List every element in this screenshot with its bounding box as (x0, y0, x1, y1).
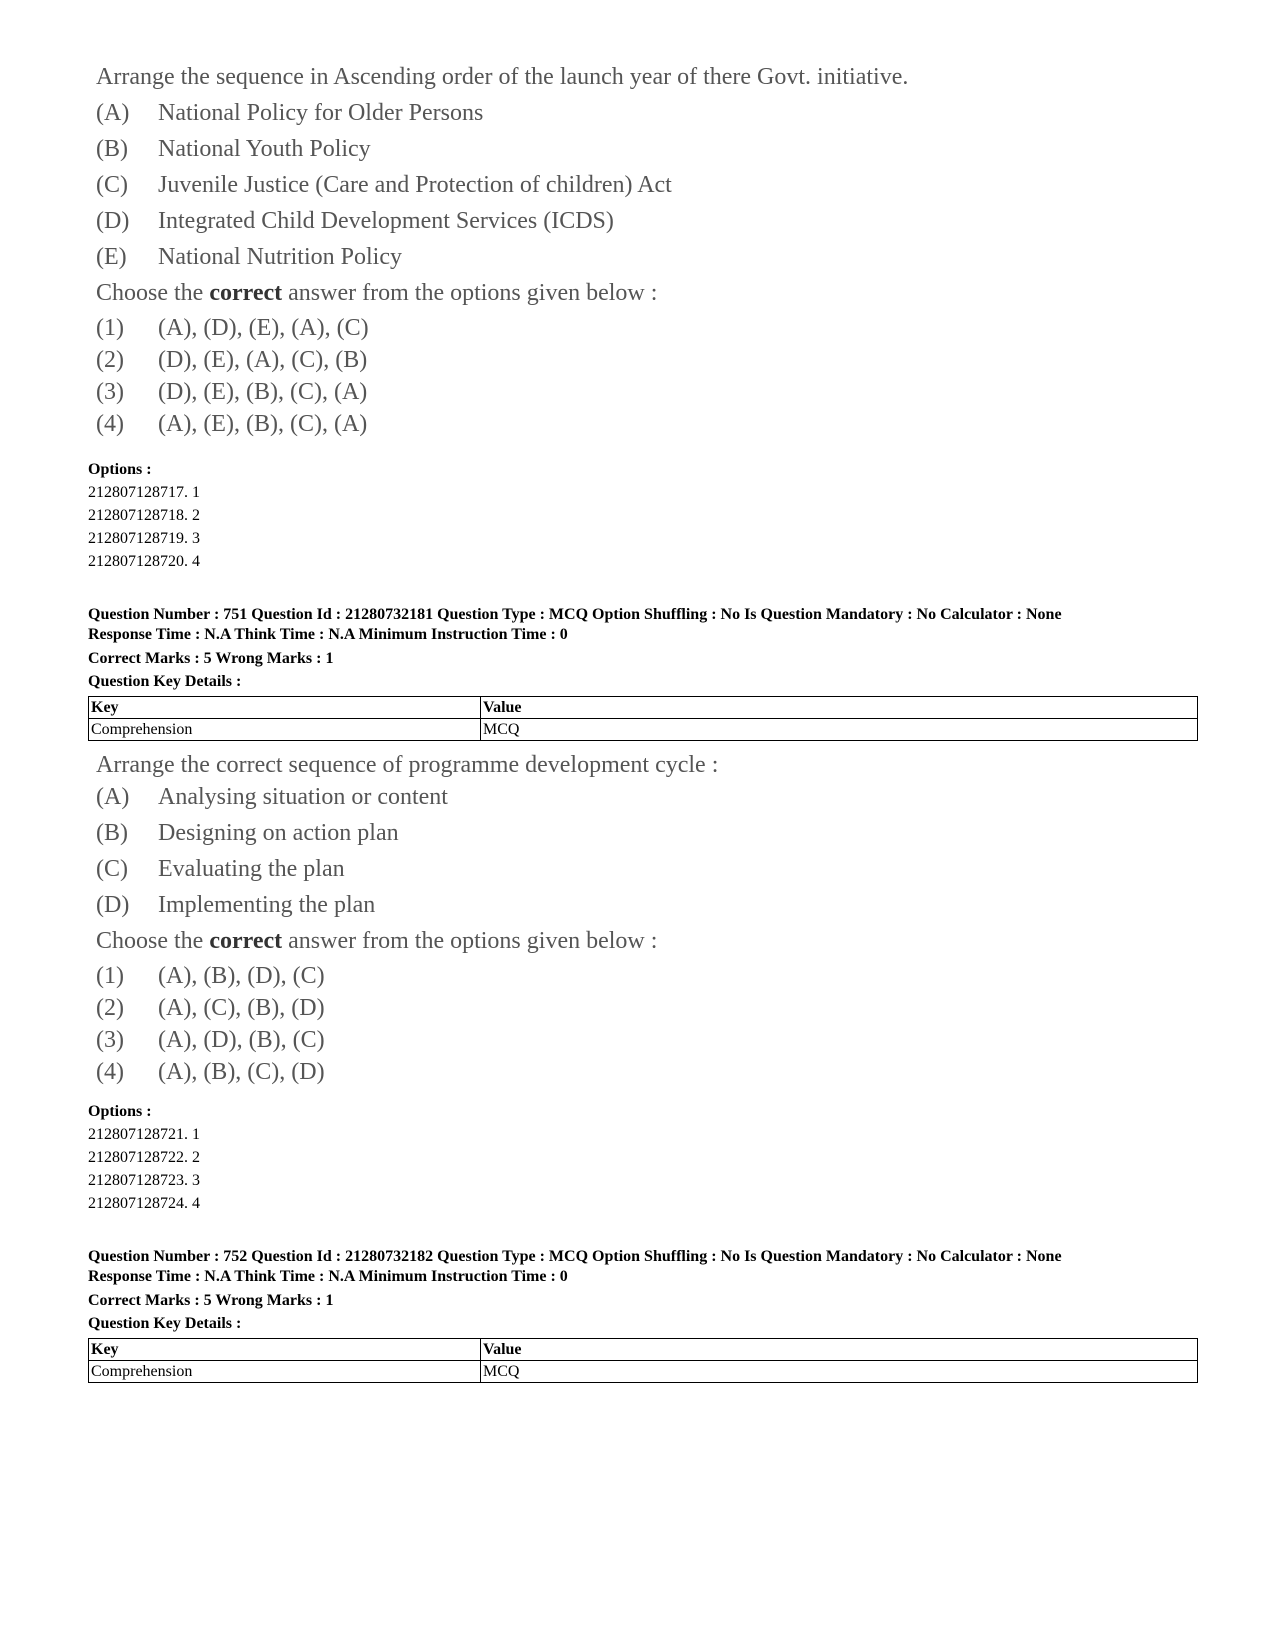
answer-choice (96, 344, 908, 376)
answer-label: (4) (96, 1059, 124, 1085)
answer-text: (A), (B), (C), (D) (158, 1059, 325, 1085)
answer-label: (4) (96, 411, 124, 437)
option-item: 212807128719. 3 (88, 530, 200, 547)
key-header: Key (89, 697, 481, 719)
question-751-header (88, 605, 1188, 693)
answer-label: (3) (96, 1027, 124, 1053)
item-text: Juvenile Justice (Care and Protection of children) Act (158, 172, 672, 198)
option-item: 212807128717. 1 (88, 484, 200, 501)
table-header-row (89, 697, 1198, 719)
option-item: 212807128718. 2 (88, 507, 200, 524)
question-header-line: Response Time : N.A Think Time : N.A Minimum Instruction Time : 0 (88, 1268, 568, 1285)
choose-instruction: Choose the correct answer from the options given below : (96, 280, 658, 306)
answer-label: (1) (96, 315, 124, 341)
statement-item (96, 852, 718, 888)
question-751-options (88, 1100, 1188, 1215)
question-750-image (96, 60, 908, 440)
key-details-heading: Question Key Details : (88, 673, 242, 690)
table-row (89, 1361, 1198, 1383)
statement-item (96, 168, 908, 204)
answer-choice (96, 408, 908, 440)
option-item: 212807128720. 4 (88, 553, 200, 570)
key-cell: Comprehension (89, 719, 481, 741)
answer-text: (A), (C), (B), (D) (158, 995, 325, 1021)
question-header-line: Question Number : 751 Question Id : 21280732181 Question Type : MCQ Option Shuffling : No Is Question Mandatory : No Calculator : None (88, 606, 1062, 623)
option-item: 212807128721. 1 (88, 1126, 200, 1143)
value-cell: MCQ (481, 719, 1198, 741)
answer-choice (96, 376, 908, 408)
key-header: Key (89, 1339, 481, 1361)
key-details-heading: Question Key Details : (88, 1315, 242, 1332)
item-label: (D) (96, 208, 130, 234)
answer-text: (A), (D), (B), (C) (158, 1027, 325, 1053)
key-cell: Comprehension (89, 1361, 481, 1383)
statement-item (96, 888, 718, 924)
value-cell: MCQ (481, 1361, 1198, 1383)
marks-line: Correct Marks : 5 Wrong Marks : 1 (88, 650, 334, 667)
option-item: 212807128724. 4 (88, 1195, 200, 1212)
statement-item (96, 816, 718, 852)
value-header: Value (481, 1339, 1198, 1361)
question-stem: Arrange the correct sequence of programme development cycle : (96, 752, 719, 778)
answer-choice (96, 992, 718, 1024)
value-header: Value (481, 697, 1198, 719)
question-stem: Arrange the sequence in Ascending order of the launch year of there Govt. initiative. (96, 64, 909, 90)
table-header-row (89, 1339, 1198, 1361)
item-label: (A) (96, 100, 130, 126)
question-752-key-table (88, 1338, 1198, 1383)
statement-item (96, 96, 908, 132)
answer-label: (2) (96, 995, 124, 1021)
answer-choice (96, 960, 718, 992)
question-header-line: Response Time : N.A Think Time : N.A Minimum Instruction Time : 0 (88, 626, 568, 643)
options-heading: Options : (88, 1103, 152, 1120)
marks-line: Correct Marks : 5 Wrong Marks : 1 (88, 1292, 334, 1309)
answer-text: (D), (E), (B), (C), (A) (158, 379, 368, 405)
item-text: Integrated Child Development Services (ICDS) (158, 208, 614, 234)
question-751-image (96, 750, 718, 1088)
item-label: (C) (96, 172, 128, 198)
item-text: Analysing situation or content (158, 784, 448, 810)
answer-choice (96, 1056, 718, 1088)
statement-item (96, 780, 718, 816)
question-header-line: Question Number : 752 Question Id : 21280732182 Question Type : MCQ Option Shuffling : No Is Question Mandatory : No Calculator : None (88, 1248, 1062, 1265)
question-752-header (88, 1247, 1188, 1335)
choose-instruction: Choose the correct answer from the options given below : (96, 928, 658, 954)
answer-text: (A), (D), (E), (A), (C) (158, 315, 369, 341)
item-label: (E) (96, 244, 127, 270)
answer-text: (A), (B), (D), (C) (158, 963, 325, 989)
item-label: (B) (96, 136, 128, 162)
statement-item (96, 204, 908, 240)
item-label: (A) (96, 784, 130, 810)
item-text: Designing on action plan (158, 820, 399, 846)
item-text: National Youth Policy (158, 136, 371, 162)
item-text: Evaluating the plan (158, 856, 345, 882)
answer-label: (1) (96, 963, 124, 989)
answer-label: (3) (96, 379, 124, 405)
item-text: Implementing the plan (158, 892, 376, 918)
option-item: 212807128723. 3 (88, 1172, 200, 1189)
table-row (89, 719, 1198, 741)
question-750-options (88, 458, 1188, 573)
item-label: (B) (96, 820, 128, 846)
answer-text: (A), (E), (B), (C), (A) (158, 411, 368, 437)
question-751-key-table (88, 696, 1198, 741)
option-item: 212807128722. 2 (88, 1149, 200, 1166)
item-text: National Policy for Older Persons (158, 100, 484, 126)
item-text: National Nutrition Policy (158, 244, 402, 270)
options-heading: Options : (88, 461, 152, 478)
item-label: (C) (96, 856, 128, 882)
item-label: (D) (96, 892, 130, 918)
answer-label: (2) (96, 347, 124, 373)
answer-choice (96, 312, 908, 344)
statement-item (96, 240, 908, 276)
answer-text: (D), (E), (A), (C), (B) (158, 347, 368, 373)
statement-item (96, 132, 908, 168)
answer-choice (96, 1024, 718, 1056)
